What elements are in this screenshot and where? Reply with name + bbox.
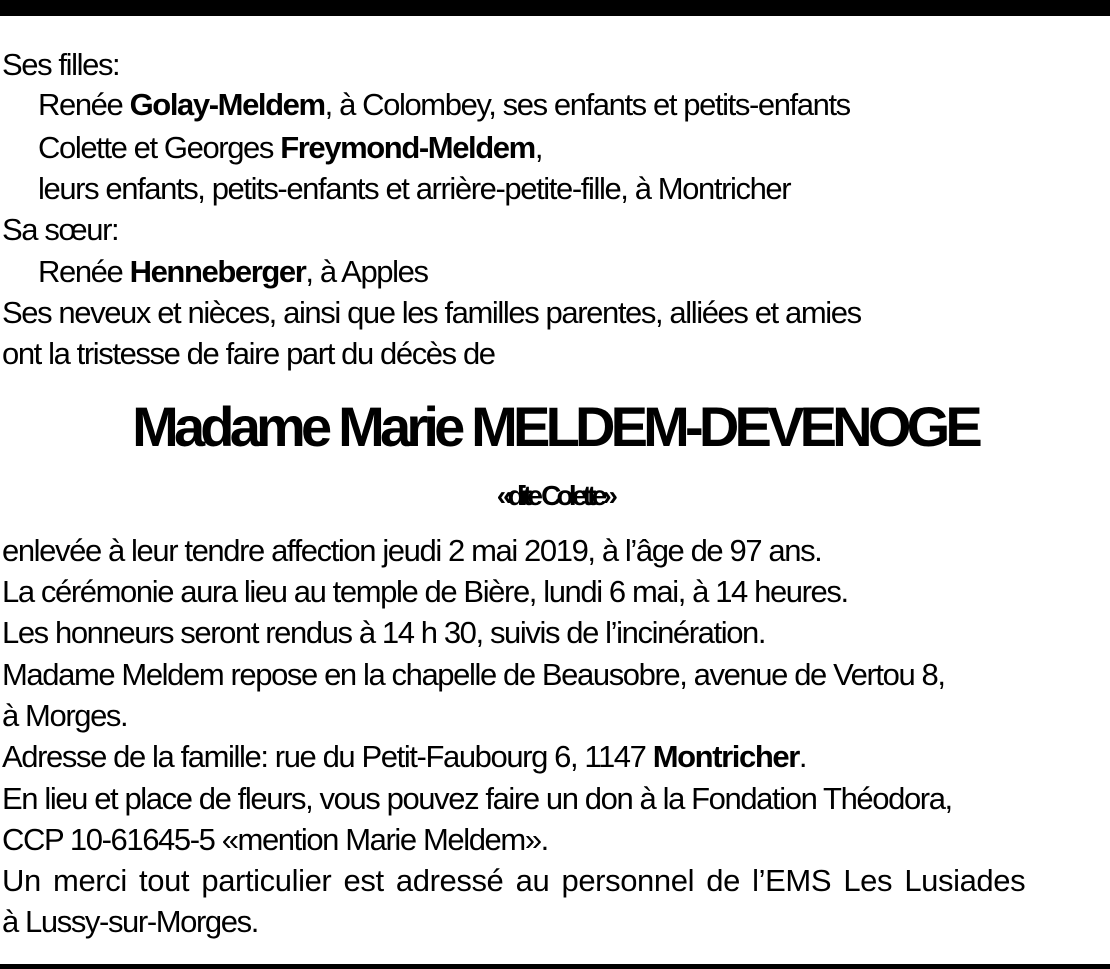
detail-line-8: CCP 10-61645-5 «mention Marie Meldem». bbox=[2, 822, 548, 857]
top-rule bbox=[0, 0, 1110, 16]
daughter-line-3: leurs enfants, petits-enfants et arrière-petite-fille, à Montricher bbox=[38, 171, 791, 206]
detail-line-3: Les honneurs seront rendus à 14 h 30, suivis de l’incinération. bbox=[2, 615, 766, 650]
announcement-line: ont la tristesse de faire part du décès de bbox=[2, 336, 495, 371]
daughter1-pre: Renée bbox=[38, 87, 130, 122]
daughter2-post: , bbox=[534, 130, 543, 165]
deceased-name: Madame Marie MELDEM-DEVENOGE bbox=[132, 395, 978, 458]
sister-line bbox=[38, 253, 428, 291]
daughter1-name: Golay-Meldem bbox=[129, 87, 325, 122]
sister-name: Henneberger bbox=[129, 254, 306, 289]
detail-line-7: En lieu et place de fleurs, vous pouvez faire un don à la Fondation Théodora, bbox=[2, 781, 952, 816]
daughter1-post: , à Colombey, ses enfants et petits-enfants bbox=[324, 87, 850, 122]
daughter-line-2 bbox=[38, 129, 542, 167]
relatives-line: Ses neveux et nièces, ainsi que les familles parentes, alliées et amies bbox=[2, 295, 861, 330]
bottom-rule bbox=[0, 964, 1110, 969]
sister-post: , à Apples bbox=[305, 254, 428, 289]
detail-line-2: La cérémonie aura lieu au temple de Bière, lundi 6 mai, à 14 heures. bbox=[2, 574, 848, 609]
detail-line-1: enlevée à leur tendre affection jeudi 2 mai 2019, à l’âge de 97 ans. bbox=[2, 533, 822, 568]
address-line bbox=[2, 738, 806, 776]
detail-line-9: Un merci tout particulier est adressé au personnel de l’EMS Les Lusiades bbox=[2, 863, 1026, 898]
sister-pre: Renée bbox=[38, 254, 130, 289]
address-post: . bbox=[798, 739, 807, 774]
address-pre: Adresse de la famille: rue du Petit-Faubourg 6, 1147 bbox=[2, 739, 653, 774]
daughter-line-1 bbox=[38, 86, 850, 124]
deceased-alias: «dite Colette» bbox=[496, 480, 614, 511]
address-town: Montricher bbox=[652, 739, 799, 774]
detail-line-4: Madame Meldem repose en la chapelle de Beausobre, avenue de Vertou 8, bbox=[2, 657, 945, 692]
detail-line-5: à Morges. bbox=[2, 698, 128, 733]
sister-heading: Sa sœur: bbox=[2, 212, 119, 247]
daughter2-name: Freymond-Meldem bbox=[280, 130, 535, 165]
daughters-heading: Ses filles: bbox=[2, 47, 120, 82]
daughter2-pre: Colette et Georges bbox=[38, 130, 281, 165]
detail-line-10: à Lussy-sur-Morges. bbox=[2, 904, 258, 939]
